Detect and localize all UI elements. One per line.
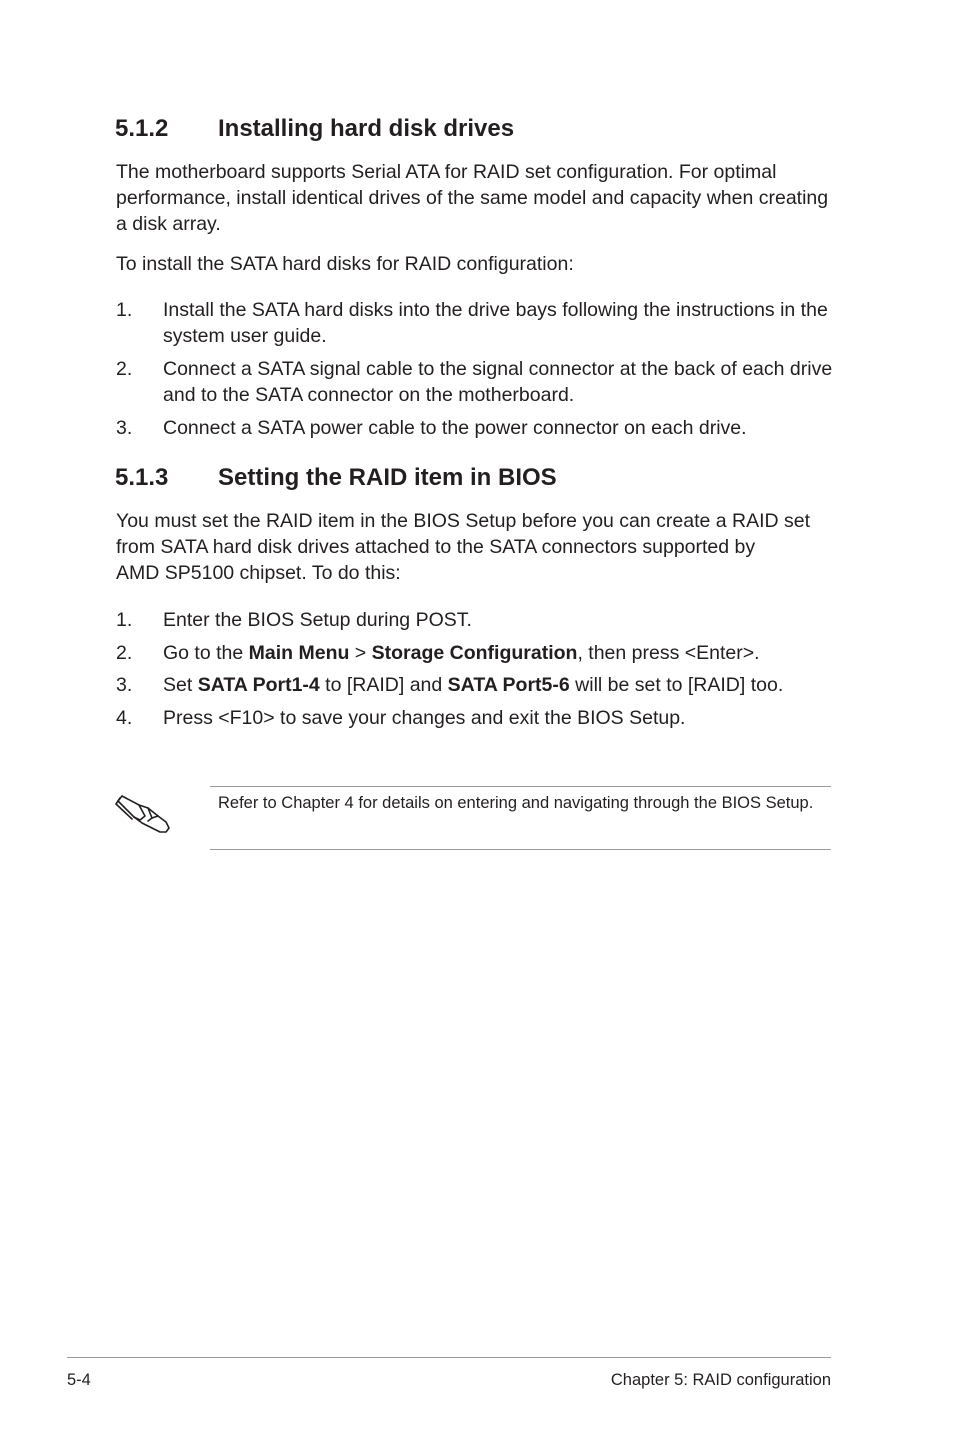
pointing-hand-icon bbox=[112, 788, 174, 838]
list-number: 4. bbox=[116, 707, 133, 729]
section-heading-installing bbox=[115, 114, 514, 144]
intro-line: from SATA hard disk drives attached to the SATA connectors supported by bbox=[116, 536, 756, 558]
list-text bbox=[163, 640, 836, 666]
section-number: 5.1.2 bbox=[115, 115, 169, 142]
intro-paragraph bbox=[116, 508, 836, 586]
list-number: 1. bbox=[116, 299, 133, 321]
text-run: Set bbox=[163, 674, 198, 696]
text-run: > bbox=[349, 642, 372, 664]
list-text: Install the SATA hard disks into the drive bays following the instructions in the system user guide. bbox=[163, 299, 828, 347]
section-title: Installing hard disk drives bbox=[218, 115, 515, 142]
section-heading-raid-bios bbox=[115, 463, 557, 493]
chapter-title: Chapter 5: RAID configuration bbox=[610, 1371, 831, 1389]
note-bottom-rule bbox=[210, 849, 831, 850]
intro-line: AMD SP5100 chipset. To do this: bbox=[116, 562, 401, 584]
list-item bbox=[116, 297, 836, 349]
list-number: 3. bbox=[116, 417, 133, 439]
lead-paragraph: To install the SATA hard disks for RAID configuration: bbox=[116, 253, 574, 275]
list-item bbox=[116, 705, 836, 731]
list-text: Connect a SATA signal cable to the signal connector at the back of each drive and to the SATA connector on the motherboard. bbox=[163, 358, 833, 406]
menu-name: Main Menu bbox=[248, 642, 350, 664]
text-run: will be set to [RAID] too. bbox=[569, 674, 784, 696]
list-item bbox=[116, 415, 836, 441]
intro-paragraph: The motherboard supports Serial ATA for RAID set configuration. For optimal performance, install identical drives of the same model and capacity when creating a disk array. bbox=[116, 161, 829, 235]
intro-line: You must set the RAID item in the BIOS Setup before you can create a RAID set bbox=[116, 510, 811, 532]
list-item bbox=[116, 640, 836, 666]
list-item bbox=[116, 672, 836, 698]
list-number: 1. bbox=[116, 609, 133, 631]
text-run: , then press <Enter>. bbox=[577, 642, 760, 664]
footer-rule bbox=[67, 1357, 831, 1358]
list-number: 2. bbox=[116, 358, 133, 380]
list-text: Enter the BIOS Setup during POST. bbox=[163, 609, 472, 631]
note-top-rule bbox=[210, 786, 831, 787]
list-item bbox=[116, 607, 836, 633]
list-text bbox=[163, 672, 836, 698]
item-name: SATA Port1-4 bbox=[197, 674, 320, 696]
list-text: Press <F10> to save your changes and exit the BIOS Setup. bbox=[163, 707, 686, 729]
item-name: SATA Port5-6 bbox=[447, 674, 570, 696]
list-item bbox=[116, 356, 836, 408]
section-title: Setting the RAID item in BIOS bbox=[218, 464, 557, 491]
list-text: Connect a SATA power cable to the power connector on each drive. bbox=[163, 417, 747, 439]
page-number: 5-4 bbox=[67, 1371, 91, 1389]
list-number: 2. bbox=[116, 642, 133, 664]
note-text: Refer to Chapter 4 for details on entering and navigating through the BIOS Setup. bbox=[218, 794, 814, 812]
menu-name: Storage Configuration bbox=[371, 642, 578, 664]
text-run: to [RAID] and bbox=[319, 674, 448, 696]
list-number: 3. bbox=[116, 674, 133, 696]
text-run: Go to the bbox=[163, 642, 249, 664]
section-number: 5.1.3 bbox=[115, 464, 169, 491]
